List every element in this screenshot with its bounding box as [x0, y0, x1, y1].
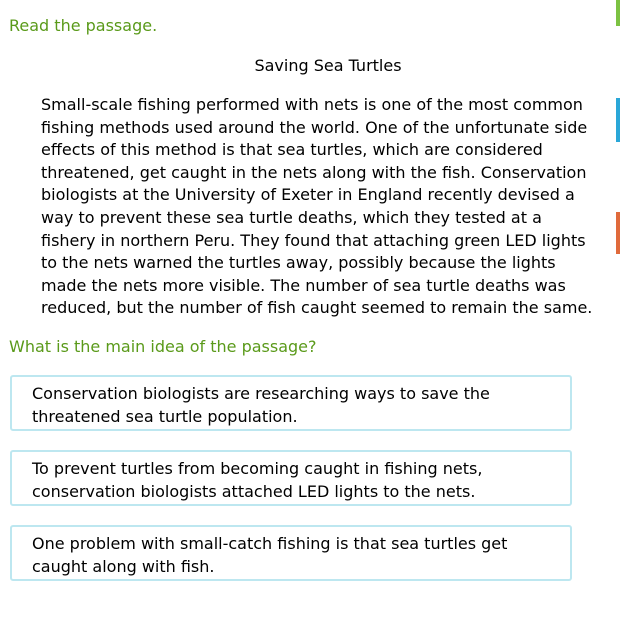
passage-line: to the nets warned the turtles away, possibly because the lights: [41, 253, 556, 273]
answer-choice-line: Conservation biologists are researching ways to save the: [32, 384, 490, 403]
passage-line: effects of this method is that sea turtles, which are considered: [41, 140, 543, 160]
edge-marker-orange: [616, 212, 620, 254]
answer-choice-3[interactable]: [10, 525, 572, 581]
answer-choice-line: caught along with fish.: [32, 557, 215, 576]
edge-marker-green: [616, 0, 620, 26]
passage-line: reduced, but the number of fish caught seemed to remain the same.: [41, 298, 593, 318]
answer-choice-line: To prevent turtles from becoming caught in fishing nets,: [32, 459, 483, 478]
passage-title: Saving Sea Turtles: [254, 56, 402, 75]
passage-body: [41, 94, 613, 320]
passage-line: fishery in northern Peru. They found that attaching green LED lights: [41, 230, 586, 250]
answer-choice-2[interactable]: [10, 450, 572, 506]
answer-choice-line: One problem with small-catch fishing is that sea turtles get: [32, 534, 508, 553]
passage-line: biologists at the University of Exeter in England recently devised a: [41, 185, 575, 205]
answer-choice-line: conservation biologists attached LED lights to the nets.: [32, 482, 476, 501]
question-text: What is the main idea of the passage?: [9, 337, 317, 356]
answer-choice-label: [32, 532, 552, 578]
instruction-text: Read the passage.: [9, 16, 158, 35]
answer-choice-1[interactable]: [10, 375, 572, 431]
answer-choice-label: [32, 457, 552, 503]
answer-choice-line: threatened sea turtle population.: [32, 407, 298, 426]
passage-line: way to prevent these sea turtle deaths, which they tested at a: [41, 207, 542, 227]
passage-line: threatened, get caught in the nets along with the fish. Conservation: [41, 162, 587, 182]
answer-choice-label: [32, 382, 552, 428]
edge-marker-blue: [616, 98, 620, 142]
passage-line: Small-scale fishing performed with nets is one of the most common: [41, 95, 583, 114]
passage-line: made the nets more visible. The number of sea turtle deaths was: [41, 275, 566, 295]
passage-line: fishing methods used around the world. One of the unfortunate side: [41, 117, 588, 137]
